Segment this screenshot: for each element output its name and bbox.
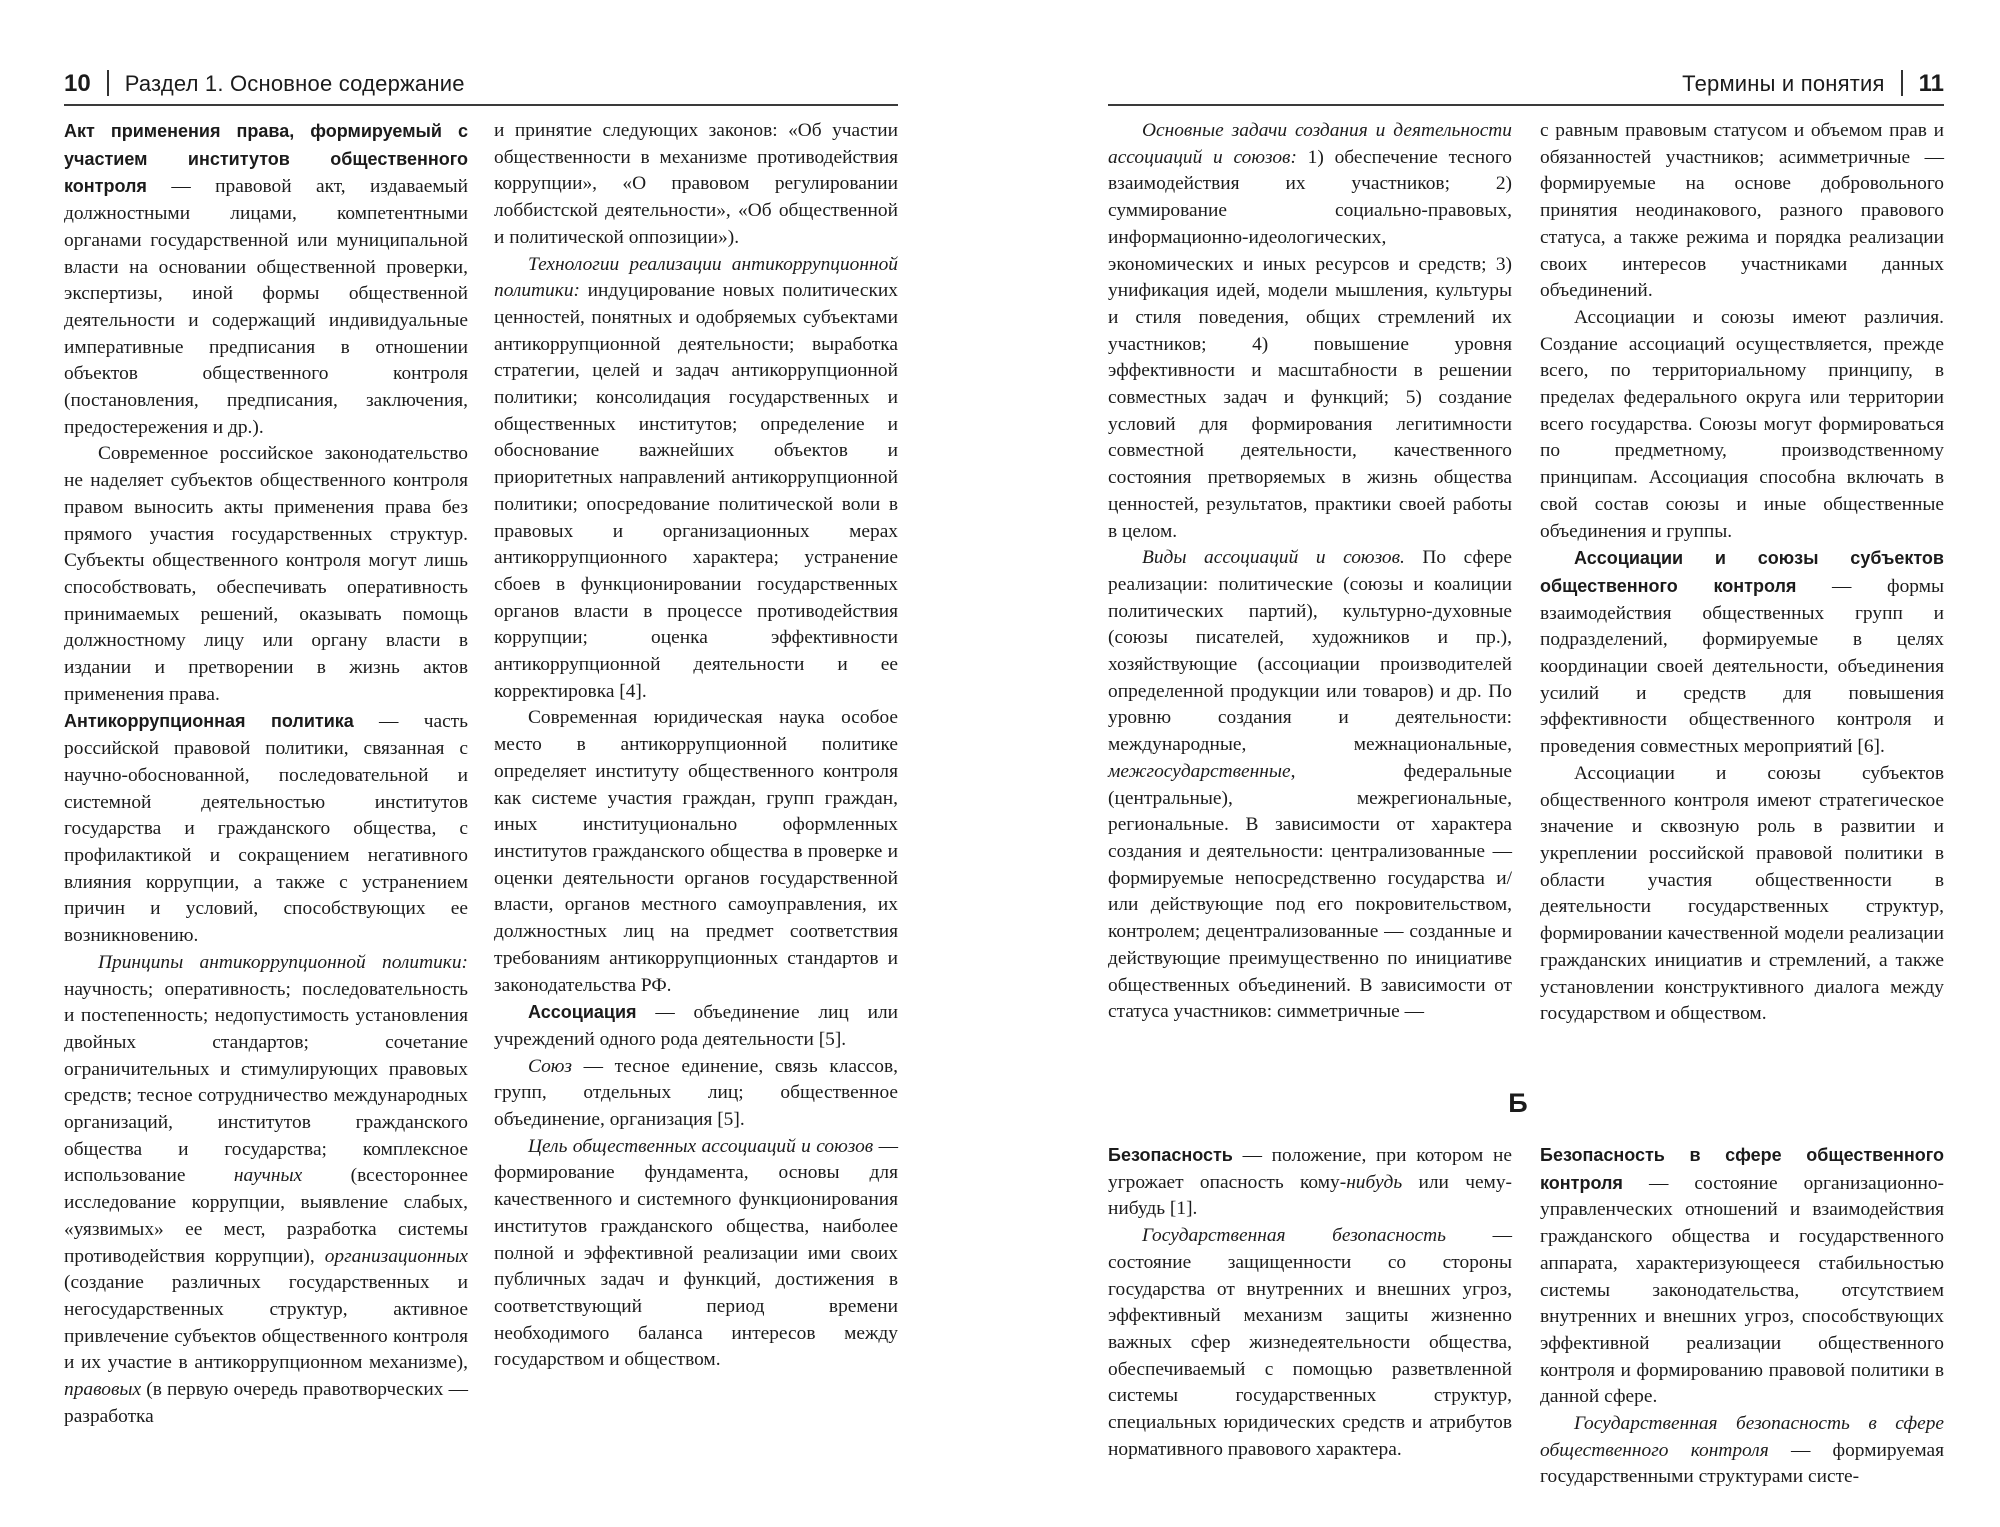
text-run: , федеральные (центральные), межрегиональные, региональные. В зависимости от характера создания и деятельности: централизованные — формируемые непосредственно государства и/или действующие под его покровительством, контролем; децентрализованные — созданные и действующие преимущественно по инициативе общественных объединений. В зависимости от статуса участников: симметричные — [1108,760,1512,1023]
italic-lead: Основные задачи создания и деятельности ассоциаций и союзов: [1108,120,1512,168]
right-column-4 [1540,1142,1944,1491]
text-run: — формируемая государственными структурами систе- [1540,1439,1944,1488]
header-divider [1901,70,1903,96]
term-heading: Безопасность [1108,1145,1233,1165]
term-heading: Ассоциации и союзы субъектов общественного контроля [1540,548,1944,596]
paragraph [64,950,468,1431]
italic-lead: Виды ассоциаций и союзов. [1142,547,1405,569]
paragraph [1108,545,1512,1026]
section-letter: Б [1508,1088,1528,1118]
italic-lead: Технологии реализации антикоррупционной политики: [494,253,898,302]
text-run: (в первую очередь правотворческих — разработка [64,1379,468,1427]
term-heading: Ассоциация [528,1002,637,1023]
italic-lead: Принципы антикоррупционной политики: [98,951,468,973]
paragraph [1540,1411,1944,1491]
italic-lead: Государственная безопасность в сфере общественного контроля [1540,1413,1944,1461]
paragraph [1540,545,1944,761]
text-run: — положение, при котором не угрожает опасность кому- [1108,1145,1512,1193]
term-heading: Безопасность в сфере общественного контроля [1540,1145,1944,1193]
definition-text: — объединение лиц или учреждений одного рода деятельности [5]. [494,1002,898,1050]
text-run: 1) обеспечение тесного взаимодействия их участников; 2) суммирование социально-правовых, информационно-идеологических, экономических и иных ресурсов и средств; 3) унификация идей, модели мышления, культуры и стиля поведения, общих стремлений их участников; 4) повышение уровня эффективности и масштабности в решении совместных задач и функций; 5) создание условий для формирования легитимности совместной деятельности, качественного состояния претворяемых в жизнь общества ценностей, результатов, практики своей работы в целом. [1108,146,1512,542]
italic-lead: Союз [528,1055,572,1077]
paragraph: и принятие следующих законов: «Об участии общественности в механизме противодействия коррупции», «О правовом регулировании лоббистской деятельности», «Об общественной и политической оппозиции»). [494,120,898,248]
paragraph: Ассоциации и союзы имеют различия. Создание ассоциаций осуществляется, прежде всего, по территориальному принципу, в пределах федерального округа или территории всего государства. Союзы могут формироваться по предметному, производственному принципам. Ассоциация способна включать в свой состав союзы и иные общественные объединения и группы. [1540,306,1944,542]
italic-word: нибудь [1346,1171,1403,1193]
definition-text: — формы взаимодействия общественных групп и подразделений, формируемые в целях координации своей деятельности, объединения усилий и средств для повышения эффективности общественного контроля и проведения совместных мероприятий [6]. [1540,575,1945,758]
text-run: научность; оперативность; последовательность и постепенность; недопустимость установления двойных стандартов; сочетание ограничительных и стимулирующих правовых средств; тесное сотрудничество международных организаций, институтов гражданского общества и государства; комплексное использование [64,978,468,1187]
italic-lead: Государственная безопасность [1142,1225,1446,1247]
paragraph [494,999,898,1053]
paragraph: Ассоциации и союзы субъектов общественного контроля имеют стратегическое значение и сквозную роль в развитии и укреплении российской правовой политики в области участия общественности в деятельности государственных структур, формировании качественной модели реализации гражданских инициатив и стремлений, а также установлении конструктивного диалога между государством и обществом. [1540,762,1944,1025]
definition-text: — часть российской правовой политики, связанная с научно-обоснованной, последовательной и системной деятельностью институтов государства и гражданского общества, с профилактикой и сокращением негативного влияния коррупции, а также с устранением причин и условий, способствующих ее возникновению. [64,711,468,947]
paragraph [1108,118,1512,545]
header-divider [107,70,109,96]
right-column-2 [1540,118,1944,1028]
text-run: или чему-нибудь [1]. [1108,1171,1512,1220]
running-title: Раздел 1. Основное содержание [124,71,465,96]
italic-word: правовых [64,1379,142,1401]
italic-word: научных [233,1165,303,1187]
text-run: — формирование фундамента, основы для качественного и системного функционирования институтов гражданского общества, наиболее полной и эффективной реализации ими своих публичных задач и функций, достижения в соответствующий период времени необходимого баланса интересов между государством и обществом. [494,1135,898,1371]
term-heading: Антикоррупционная политика [64,711,354,732]
paragraph [494,1134,898,1374]
italic-word: межгосударственные [1108,760,1291,782]
page-number: 11 [1918,70,1944,97]
paragraph [1540,1142,1944,1411]
text-run: индуцирование новых политических ценностей, понятных и одобряемых субъектами антикоррупционной деятельности; выработка стратегии, целей и задач антикоррупционной политики; консолидация государственных и общественных институтов; определение и обоснование важнейших объектов и приоритетных направлений антикоррупционной политики; опосредование политической воли в правовых и организационных мерах антикоррупционного характера; устранение сбоев в функционировании государственных органов власти в процессе противодействия коррупции; оценка эффективности антикоррупционной деятельности и ее корректировка [4]. [494,280,898,702]
text-run: (создание различных государственных и негосударственных структур, активное привлечение субъектов общественного контроля и их участие в антикоррупционном механизме), [64,1272,468,1374]
left-column-2 [494,118,898,1374]
paragraph [1108,1142,1512,1223]
text-run: — тесное единение, связь классов, групп, отдельных лиц; общественное объединение, организация [5]. [494,1055,898,1131]
definition-text: — состояние организационно-управленческих отношений и взаимодействия гражданского общества и государственного аппарата, характеризующееся стабильностью системы законодательства, отсутствием внутренних и внешних угроз, способствующих эффективной реализации общественного контроля и формированию правовой политики в данной сфере. [1540,1172,1944,1408]
paragraph [64,708,468,949]
definition-text: — правовой акт, издаваемый должностными лицами, компетентными органами государственной или муниципальной власти на основании общественной проверки, экспертизы, иной формы общественной деятельности и содержащий индивидуальные императивные предписания в отношении объектов общественного контроля (постановления, предписания, заключения, предостережения и др.). [64,176,468,438]
paragraph: с равным правовым статусом и объемом прав и обязанностей участников; асимметричные — формируемые на основе добровольного принятия неодинакового, разного правового статуса, а также режима и порядка реализации своих интересов участниками данных объединений. [1540,120,1944,302]
right-page [1000,0,2000,1527]
left-page-header [64,64,898,106]
paragraph [494,252,898,706]
text-run: По сфере реализации: политические (союзы и коалиции политических партий), культурно-духовные (союзы писателей, художников и пр.), хозяйствующие (ассоциации производителей определенной продукции или товаров) и др. По уровню создания и деятельности: международные, межнациональные, [1108,547,1512,756]
right-column-1 [1108,118,1512,1026]
term-heading: Акт применения права, формируемый с участием институтов общественного контроля [64,121,468,197]
running-title: Термины и понятия [1682,71,1885,96]
paragraph [494,1054,898,1134]
paragraph [1108,1223,1512,1463]
text-run: — состояние защищенности со стороны государства от внутренних и внешних угроз, эффективный механизм защиты жизненно важных сфер жизнедеятельности общества, обеспечиваемый с помощью разветвленной системы государственных структур, специальных юридических средств и атрибутов нормативного правового характера. [1108,1225,1512,1460]
italic-lead: Цель общественных ассоциаций и союзов [528,1135,874,1157]
paragraph: Современная юридическая наука особое место в антикоррупционной политике определяет институту общественного контроля как системе участия граждан, групп граждан, иных институционально оформленных институтов гражданского общества в проверке и оценки деятельности органов государственной власти, органов местного самоуправления, их должностных лиц на предмет соответствия требованиям антикоррупционных стандартов и законодательства РФ. [494,707,898,996]
paragraph [64,118,468,441]
paragraph: Современное российское законодательство не наделяет субъектов общественного контроля правом выносить акты применения права без прямого участия государственных структур. Субъекты общественного контроля могут лишь способствовать, обеспечивать оперативность принимаемых решений, оказывать помощь должностному лицу или органу власти в издании и претворении в жизнь актов применения права. [64,443,468,705]
right-page-header [1108,64,1944,106]
text-run: (всестороннее исследование коррупции, выявление слабых, «уязвимых» ее мест, разработка системы противодействия коррупции), [64,1165,468,1267]
left-column-1 [64,118,468,1430]
page-number: 10 [64,70,91,97]
italic-word: организационных [324,1245,468,1267]
right-column-3 [1108,1142,1512,1463]
